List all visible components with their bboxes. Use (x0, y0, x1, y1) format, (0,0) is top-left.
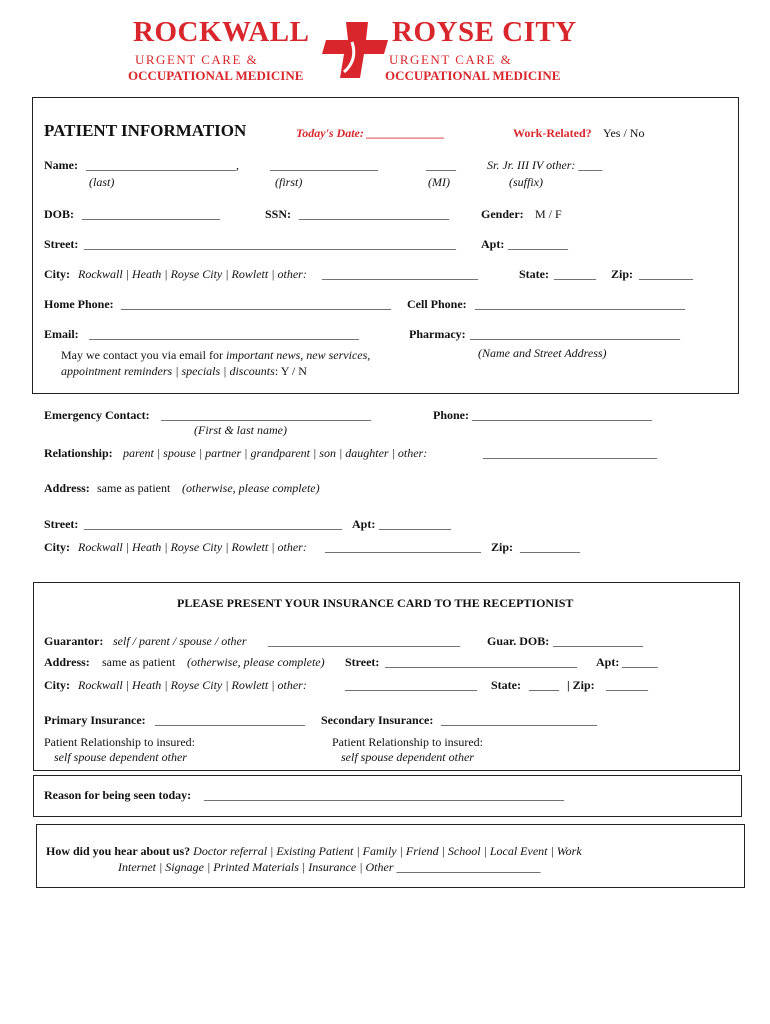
contact-prefix: May we contact you via email for (61, 348, 223, 362)
last-name-field[interactable]: _________________________, (86, 158, 239, 172)
ins-address-label: Address: (44, 655, 90, 669)
ins-city-options[interactable]: Rockwall | Heath | Royse City | Rowlett | other: (78, 678, 307, 692)
contact-italic: important news, new services, (225, 348, 371, 362)
pharmacy-field[interactable]: ___________________________________ (470, 327, 680, 341)
emergency-city-options[interactable]: Rockwall | Heath | Royse City | Rowlett | other: (78, 540, 307, 554)
email-contact-consent (61, 348, 370, 363)
referral-options-2[interactable]: Internet | Signage | Printed Materials | Insurance | Other (118, 860, 394, 874)
logo-left-sub1: URGENT CARE & (135, 52, 259, 67)
city-options[interactable]: Rockwall | Heath | Royse City | Rowlett | other: (78, 267, 307, 281)
email-label: Email: (44, 327, 79, 341)
ins-city-label: City: (44, 678, 70, 692)
email-field[interactable]: _____________________________________________ (89, 327, 359, 341)
home-phone-field[interactable]: _____________________________________________ (121, 297, 391, 311)
primary-relationship-options[interactable]: self spouse dependent other (54, 750, 187, 764)
city-label: City: (44, 267, 70, 281)
emergency-apt-label: Apt: (352, 517, 376, 531)
ins-street-field[interactable]: ________________________________ (385, 655, 577, 669)
emergency-street-field[interactable]: ___________________________________________ (84, 517, 342, 531)
emergency-address-hint: (otherwise, please complete) (182, 481, 320, 495)
ins-street-label: Street: (345, 655, 380, 669)
relationship-label: Relationship: (44, 446, 113, 460)
first-name-field[interactable]: __________________ (270, 158, 378, 172)
relationship-other-field[interactable]: _____________________________ (483, 446, 657, 460)
emergency-city-label: City: (44, 540, 70, 554)
guarantor-options[interactable]: self / parent / spouse / other (113, 634, 247, 648)
street-field[interactable]: ______________________________________________________________ (84, 237, 456, 251)
guar-dob-label: Guar. DOB: (487, 634, 550, 648)
ins-state-field[interactable]: _____ (529, 678, 559, 692)
gender-label: Gender: (481, 207, 524, 221)
state-field[interactable]: _______ (554, 267, 596, 281)
ins-zip-field[interactable]: _______ (606, 678, 648, 692)
ins-address-value[interactable]: same as patient (102, 655, 176, 669)
ins-apt-label: Apt: (596, 655, 620, 669)
emergency-address-value[interactable]: same as patient (97, 481, 171, 495)
primary-relationship-label: Patient Relationship to insured: (44, 735, 195, 749)
ins-apt-field[interactable]: ______ (622, 655, 658, 669)
emergency-apt-field[interactable]: ____________ (379, 517, 451, 531)
referral-options-1[interactable]: Doctor referral | Existing Patient | Family | Friend | School | Local Event | Work (193, 844, 582, 858)
first-hint: (first) (275, 175, 303, 189)
logo-left-title: ROCKWALL (133, 16, 310, 48)
emergency-phone-field[interactable]: ______________________________ (472, 408, 652, 422)
secondary-relationship-label: Patient Relationship to insured: (332, 735, 483, 749)
emergency-zip-label: Zip: (491, 540, 514, 554)
emergency-street-label: Street: (44, 517, 79, 531)
zip-label: Zip: (611, 267, 634, 281)
emergency-contact-field[interactable]: ___________________________________ (161, 408, 371, 422)
gender-options[interactable]: M / F (535, 207, 562, 221)
referral-line1 (46, 844, 582, 859)
ins-zip-label: | Zip: (567, 678, 595, 692)
state-label: State: (519, 267, 549, 281)
mi-hint: (MI) (428, 175, 450, 189)
contact-yn[interactable]: : Y / N (274, 364, 307, 378)
secondary-insurance-label: Secondary Insurance: (321, 713, 434, 727)
dob-field[interactable]: _______________________ (82, 207, 220, 221)
contact-line2: appointment reminders | specials | discounts (61, 364, 275, 378)
secondary-relationship-options[interactable]: self spouse dependent other (341, 750, 474, 764)
home-phone-label: Home Phone: (44, 297, 114, 311)
ins-state-label: State: (491, 678, 521, 692)
ssn-label: SSN: (265, 207, 292, 221)
ins-address-hint: (otherwise, please complete) (187, 655, 325, 669)
email-contact-consent-line2 (61, 364, 307, 379)
medical-cross-icon (322, 20, 388, 80)
primary-insurance-label: Primary Insurance: (44, 713, 146, 727)
referral-other-field[interactable]: ________________________ (396, 860, 541, 874)
emergency-phone-label: Phone: (433, 408, 469, 422)
logo-right-sub2: OCCUPATIONAL MEDICINE (385, 68, 561, 83)
ssn-field[interactable]: _________________________ (299, 207, 449, 221)
work-related-label: Work-Related? (513, 126, 592, 140)
referral-label: How did you hear about us? (46, 844, 191, 858)
cell-phone-label: Cell Phone: (407, 297, 467, 311)
emergency-city-other-field[interactable]: __________________________ (325, 540, 481, 554)
patient-info-heading: PATIENT INFORMATION (44, 121, 247, 140)
name-label: Name: (44, 158, 78, 172)
guar-dob-field[interactable]: _______________ (553, 634, 643, 648)
logo-right-title: ROYSE CITY (392, 16, 577, 48)
suffix-options[interactable]: Sr. Jr. III IV other: ____ (487, 158, 603, 172)
reason-label: Reason for being seen today: (44, 788, 192, 802)
pharmacy-label: Pharmacy: (409, 327, 466, 341)
ins-city-other-field[interactable]: ______________________ (345, 678, 477, 692)
primary-insurance-field[interactable]: _________________________ (155, 713, 305, 727)
mi-field[interactable]: _____ (426, 158, 456, 172)
emergency-address-label: Address: (44, 481, 90, 495)
relationship-options[interactable]: parent | spouse | partner | grandparent | son | daughter | other: (123, 446, 428, 460)
city-other-field[interactable]: __________________________ (322, 267, 478, 281)
guarantor-label: Guarantor: (44, 634, 104, 648)
cell-phone-field[interactable]: ___________________________________ (475, 297, 685, 311)
work-related-options[interactable]: Yes / No (603, 126, 645, 140)
todays-date-field[interactable]: Today's Date: _____________ (296, 126, 445, 140)
last-hint: (last) (89, 175, 115, 189)
apt-field[interactable]: __________ (508, 237, 568, 251)
logo-right-sub1: URGENT CARE & (389, 52, 513, 67)
dob-label: DOB: (44, 207, 74, 221)
insurance-heading: PLEASE PRESENT YOUR INSURANCE CARD TO THE RECEPTIONIST (177, 596, 574, 610)
apt-label: Apt: (481, 237, 505, 251)
secondary-insurance-field[interactable]: __________________________ (441, 713, 597, 727)
suffix-hint: (suffix) (509, 175, 543, 189)
street-label: Street: (44, 237, 79, 251)
logo-left-sub2: OCCUPATIONAL MEDICINE (128, 68, 304, 83)
emergency-contact-label: Emergency Contact: (44, 408, 150, 422)
emergency-zip-field[interactable]: __________ (520, 540, 580, 554)
guarantor-field[interactable]: ________________________________ (268, 634, 460, 648)
referral-line2 (118, 860, 540, 875)
zip-field[interactable]: _________ (639, 267, 693, 281)
pharmacy-hint: (Name and Street Address) (478, 346, 607, 360)
emergency-contact-hint: (First & last name) (194, 423, 287, 437)
reason-field[interactable]: ____________________________________________________________ (204, 788, 564, 802)
